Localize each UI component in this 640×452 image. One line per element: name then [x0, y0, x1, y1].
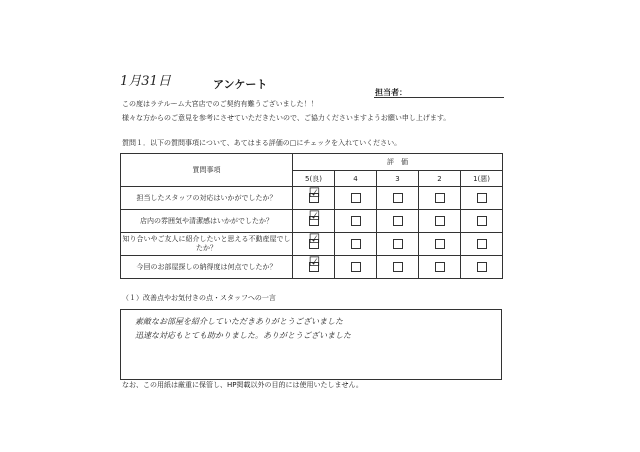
intro-line-2: 様々な方からのご意見を参考にさせていただきたいので、ご協力くださいますようお願い申し上げます。: [122, 114, 451, 122]
rating-checkbox[interactable]: [435, 193, 445, 203]
check-mark-icon: ☑: [308, 255, 321, 270]
question-text: 担当したスタッフの対応はいかがでしたか？: [121, 187, 293, 210]
question-column-header: 質問事項: [121, 154, 293, 187]
rating-cell: [293, 210, 335, 233]
rating-checkbox[interactable]: [393, 193, 403, 203]
intro-line-1: この度はラテルーム大宮店でのご契約有難うございました！！: [122, 100, 318, 108]
rating-checkbox[interactable]: [308, 186, 321, 203]
rating-column-header: 評 価: [293, 154, 503, 171]
rating-header-3: 3: [377, 171, 419, 187]
rating-checkbox[interactable]: [435, 216, 445, 226]
rating-cell: [461, 187, 503, 210]
rating-cell: [293, 187, 335, 210]
table-row: [121, 210, 503, 233]
rating-checkbox[interactable]: [477, 193, 487, 203]
rating-checkbox[interactable]: [308, 209, 321, 226]
rating-checkbox[interactable]: [477, 239, 487, 249]
form-title: アンケート: [213, 78, 268, 91]
table-row: [121, 187, 503, 210]
rating-checkbox[interactable]: [351, 193, 361, 203]
rating-checkbox[interactable]: [393, 239, 403, 249]
rating-checkbox[interactable]: [393, 216, 403, 226]
rating-header-1: 5(良): [293, 171, 335, 187]
rating-header-4: 2: [419, 171, 461, 187]
rating-cell: [419, 233, 461, 256]
rating-cell: [335, 256, 377, 279]
rating-cell: [293, 233, 335, 256]
rating-checkbox[interactable]: [308, 232, 321, 249]
rating-cell: [293, 256, 335, 279]
question-text: 店内の雰囲気や清潔感はいかがでしたか？: [121, 210, 293, 233]
check-mark-icon: ☑: [308, 186, 321, 201]
rating-header-5: 1(悪): [461, 171, 503, 187]
rating-cell: [377, 187, 419, 210]
rating-header-2: 4: [335, 171, 377, 187]
rating-checkbox[interactable]: [435, 262, 445, 272]
rating-cell: [377, 233, 419, 256]
table-row: [121, 233, 503, 256]
rating-cell: [419, 210, 461, 233]
question-text: 今回のお部屋探しの納得度は何点でしたか？: [121, 256, 293, 279]
table-row: [121, 256, 503, 279]
rating-checkbox[interactable]: [351, 216, 361, 226]
rating-checkbox[interactable]: [393, 262, 403, 272]
rating-checkbox[interactable]: [435, 239, 445, 249]
comment-line-1: 素敵なお部屋を紹介していただきありがとうございました: [135, 317, 343, 326]
rating-cell: [461, 256, 503, 279]
rating-checkbox[interactable]: [477, 216, 487, 226]
rating-cell: [419, 256, 461, 279]
rating-checkbox[interactable]: [477, 262, 487, 272]
comment-label: （１）改善点やお気付きの点・スタッフへの一言: [122, 294, 276, 302]
rating-cell: [377, 210, 419, 233]
check-mark-icon: ☑: [308, 232, 321, 247]
rating-cell: [335, 210, 377, 233]
check-mark-icon: ☑: [308, 209, 321, 224]
rating-cell: [377, 256, 419, 279]
question-text: 知り合いやご友人に紹介したいと思える不動産屋でしたか？: [121, 233, 293, 256]
rating-cell: [335, 233, 377, 256]
staff-name-field[interactable]: [374, 97, 504, 98]
comment-box[interactable]: [120, 309, 502, 380]
rating-checkbox[interactable]: [351, 239, 361, 249]
footer-note: なお、この用紙は厳重に保管し、HP掲載以外の目的には使用いたしません。: [122, 381, 363, 389]
comment-line-2: 迅速な対応もとても助かりました。ありがとうございました: [135, 331, 351, 340]
question-1-instruction: 質問１．以下の質問事項について、あてはまる評価の□にチェックを入れていください。: [122, 139, 402, 147]
rating-checkbox[interactable]: [308, 255, 321, 272]
rating-cell: [419, 187, 461, 210]
date-handwritten: 1月31日: [120, 74, 171, 89]
rating-cell: [461, 233, 503, 256]
staff-label: 担当者：: [375, 88, 407, 97]
rating-checkbox[interactable]: [351, 262, 361, 272]
rating-cell: [335, 187, 377, 210]
survey-table: [120, 153, 503, 279]
rating-cell: [461, 210, 503, 233]
